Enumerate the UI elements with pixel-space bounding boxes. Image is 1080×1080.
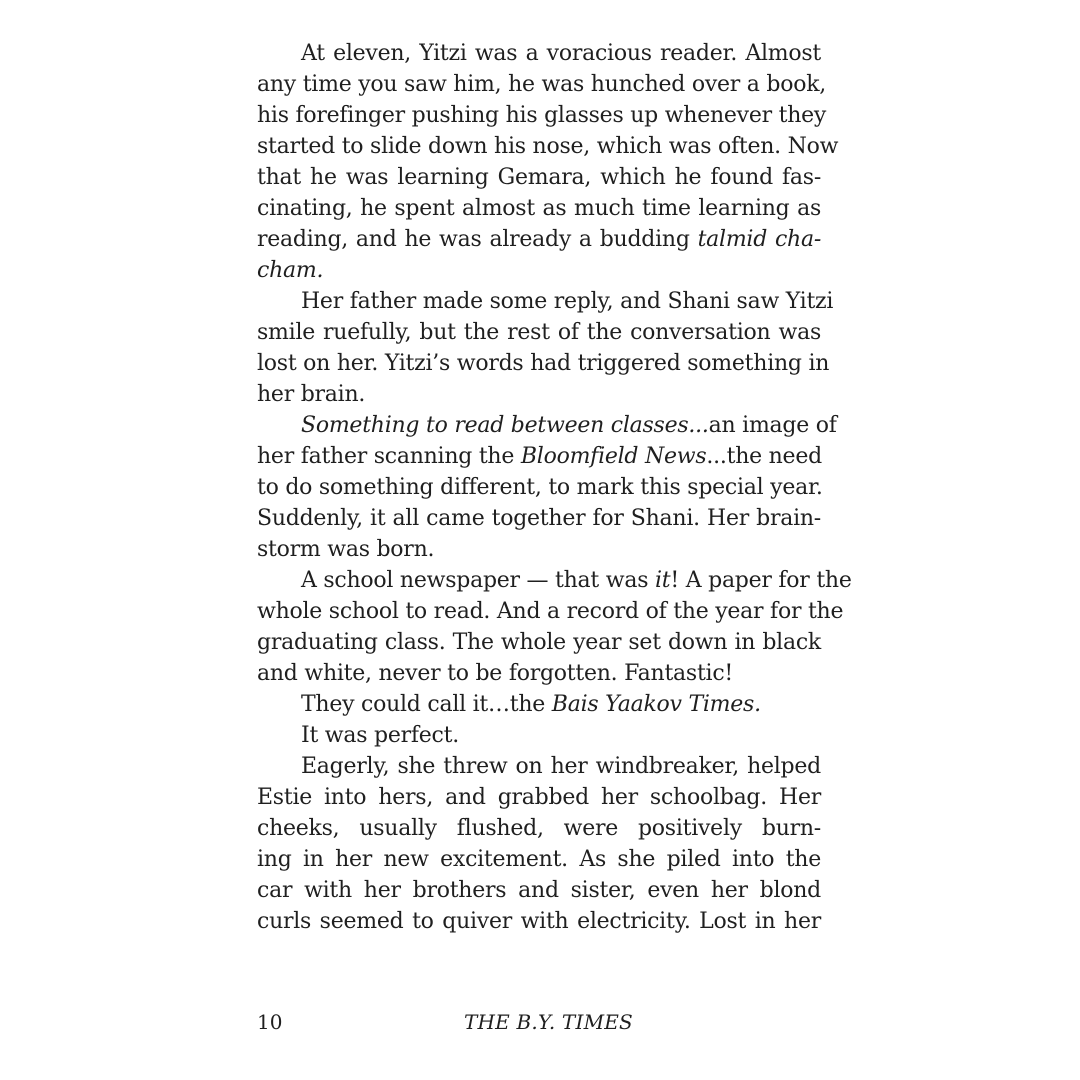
text-run: any time you saw him, he was hunched over a book, bbox=[257, 72, 827, 97]
text-line bbox=[257, 720, 821, 751]
text-run: his forefinger pushing his glasses up whenever they bbox=[257, 103, 827, 128]
italic-text: cham. bbox=[257, 258, 324, 283]
text-run: ...the need bbox=[706, 444, 822, 469]
text-run: car with her brothers and sister, even her blond bbox=[257, 878, 821, 903]
paragraph bbox=[257, 410, 837, 565]
text-line bbox=[257, 813, 821, 844]
text-line bbox=[257, 906, 821, 937]
text-run: Suddenly, it all came together for Shani. Her brain- bbox=[257, 506, 821, 531]
text-run: ing in her new excitement. As she piled into the bbox=[257, 847, 821, 872]
text-run: storm was born. bbox=[257, 537, 435, 562]
text-run: her brain. bbox=[257, 382, 366, 407]
text-run: cheeks, usually flushed, were positively burn- bbox=[257, 816, 821, 841]
text-line bbox=[257, 131, 839, 162]
text-line bbox=[257, 503, 821, 534]
text-run: curls seemed to quiver with electricity. Lost in her bbox=[257, 909, 821, 934]
text-run: and white, never to be forgotten. Fantastic! bbox=[257, 661, 733, 686]
italic-text: Bais Yaakov Times. bbox=[551, 692, 761, 717]
body-text bbox=[257, 38, 852, 937]
text-line bbox=[257, 472, 821, 503]
text-run: It was perfect. bbox=[301, 723, 459, 748]
text-line bbox=[257, 410, 837, 441]
text-run: graduating class. The whole year set down in black bbox=[257, 630, 821, 655]
text-run: A school newspaper — that was bbox=[301, 568, 655, 593]
text-run: reading, and he was already a budding bbox=[257, 227, 698, 252]
text-run: cinating, he spent almost as much time learning as bbox=[257, 196, 821, 221]
text-run: At eleven, Yitzi was a voracious reader. Almost bbox=[301, 41, 821, 66]
paragraph bbox=[257, 565, 852, 689]
text-line bbox=[257, 162, 821, 193]
text-line bbox=[257, 224, 821, 255]
text-run: started to slide down his nose, which was often. Now bbox=[257, 134, 839, 159]
text-line bbox=[257, 441, 821, 472]
text-line bbox=[257, 658, 821, 689]
text-line bbox=[257, 689, 821, 720]
text-line bbox=[257, 317, 821, 348]
paragraph bbox=[257, 286, 834, 410]
text-run: smile ruefully, but the rest of the conversation was bbox=[257, 320, 821, 345]
italic-text: Bloomfield News bbox=[520, 444, 707, 469]
text-line bbox=[257, 100, 827, 131]
text-line bbox=[257, 38, 821, 69]
text-line bbox=[257, 596, 844, 627]
text-run: Estie into hers, and grabbed her schoolbag. Her bbox=[257, 785, 821, 810]
text-line bbox=[257, 782, 821, 813]
text-run: ! A paper for the bbox=[670, 568, 852, 593]
text-line bbox=[257, 255, 821, 286]
text-run: an image of bbox=[708, 413, 837, 438]
text-line bbox=[257, 379, 821, 410]
text-run: to do something different, to mark this special year. bbox=[257, 475, 823, 500]
text-run: Her father made some reply, and Shani saw Yitzi bbox=[301, 289, 834, 314]
italic-text: talmid cha- bbox=[697, 227, 822, 252]
text-line bbox=[257, 193, 821, 224]
italic-text: Something to read between classes... bbox=[301, 413, 709, 438]
paragraph bbox=[257, 751, 821, 937]
paragraph bbox=[257, 720, 821, 751]
text-run: whole school to read. And a record of the year for the bbox=[257, 599, 844, 624]
text-run: that he was learning Gemara, which he found fas- bbox=[257, 165, 821, 190]
text-line bbox=[257, 286, 834, 317]
text-run: Eagerly, she threw on her windbreaker, helped bbox=[301, 754, 821, 779]
italic-text: it bbox=[655, 568, 671, 593]
paragraph bbox=[257, 689, 821, 720]
text-line bbox=[257, 875, 821, 906]
text-run: her father scanning the bbox=[257, 444, 521, 469]
text-line bbox=[257, 844, 821, 875]
page-footer bbox=[257, 1010, 821, 1040]
text-line bbox=[257, 348, 830, 379]
text-line bbox=[257, 751, 821, 782]
text-run: lost on her. Yitzi’s words had triggered something in bbox=[257, 351, 830, 376]
text-line bbox=[257, 565, 852, 596]
text-line bbox=[257, 534, 821, 565]
page-number: 10 bbox=[257, 1010, 283, 1034]
running-title: THE B.Y. TIMES bbox=[464, 1010, 633, 1034]
paragraph bbox=[257, 38, 839, 286]
text-line bbox=[257, 69, 827, 100]
text-line bbox=[257, 627, 821, 658]
text-run: They could call it…the bbox=[301, 692, 552, 717]
